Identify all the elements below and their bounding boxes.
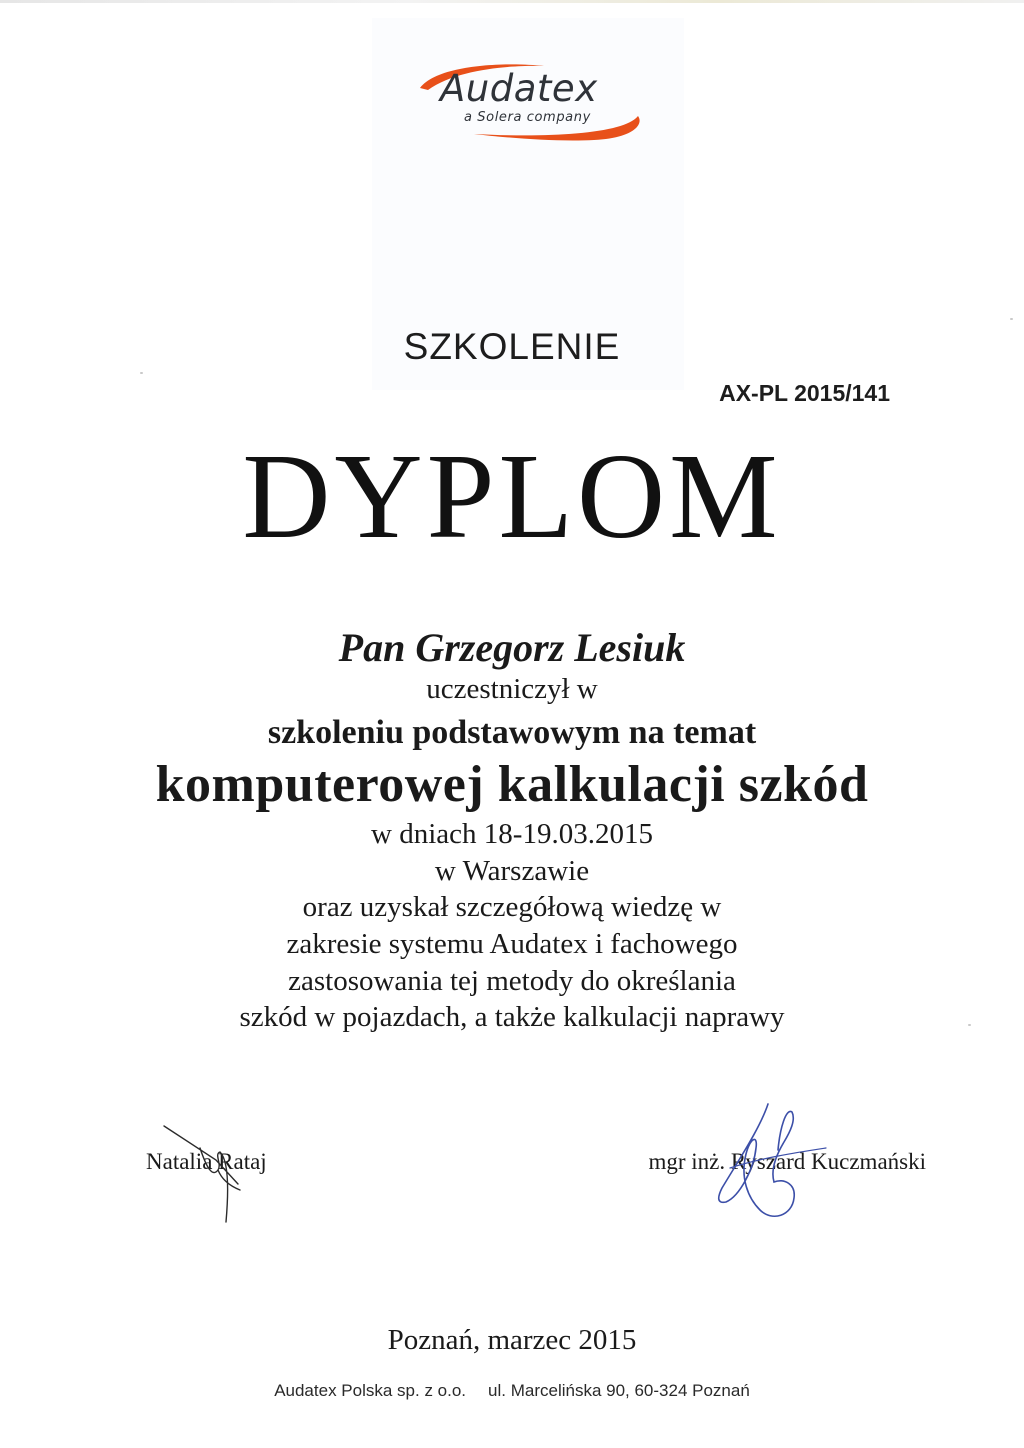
scan-top-edge (0, 0, 1024, 3)
description-line: zastosowania tej metody do określania (288, 965, 736, 997)
course-place: w Warszawie (434, 855, 590, 887)
scan-speck (140, 372, 143, 374)
description-line: oraz uzyskał szczegółową wiedzę w (302, 891, 722, 923)
description-line: szkód w pojazdach, a także kalkulacji naprawy (239, 1001, 785, 1033)
description-line: zakresie systemu Audatex i fachowego (286, 928, 738, 960)
signer-right-name: mgr inż. Ryszard Kuczmański (648, 1149, 926, 1174)
course-type: szkoleniu podstawowym na temat (267, 714, 757, 751)
place-and-date: Poznań, marzec 2015 (387, 1324, 637, 1356)
company-footer (0, 1382, 1024, 1399)
logo-tagline: a Solera company (464, 110, 591, 125)
course-topic: komputerowej kalkulacji szkód (155, 756, 869, 813)
training-label: SZKOLENIE (403, 326, 621, 367)
left-signature-icon (160, 1118, 270, 1228)
scan-speck (968, 1024, 971, 1026)
logo-brand-text: Audatex (440, 67, 598, 110)
company-address: ul. Marcelińska 90, 60-324 Poznań (488, 1381, 750, 1400)
recipient-name: Pan Grzegorz Lesiuk (338, 625, 686, 670)
certificate-number: AX-PL 2015/141 (719, 380, 890, 406)
company-name: Audatex Polska sp. z o.o. (274, 1381, 467, 1400)
audatex-logo (398, 58, 648, 144)
right-signature-icon (700, 1098, 830, 1228)
signer-left-name: Natalia Rataj (146, 1149, 267, 1174)
course-dates: w dniach 18-19.03.2015 (371, 818, 653, 850)
document-title: DYPLOM (242, 429, 782, 564)
participation-line: uczestniczył w (426, 673, 598, 705)
scan-speck (1010, 318, 1013, 320)
